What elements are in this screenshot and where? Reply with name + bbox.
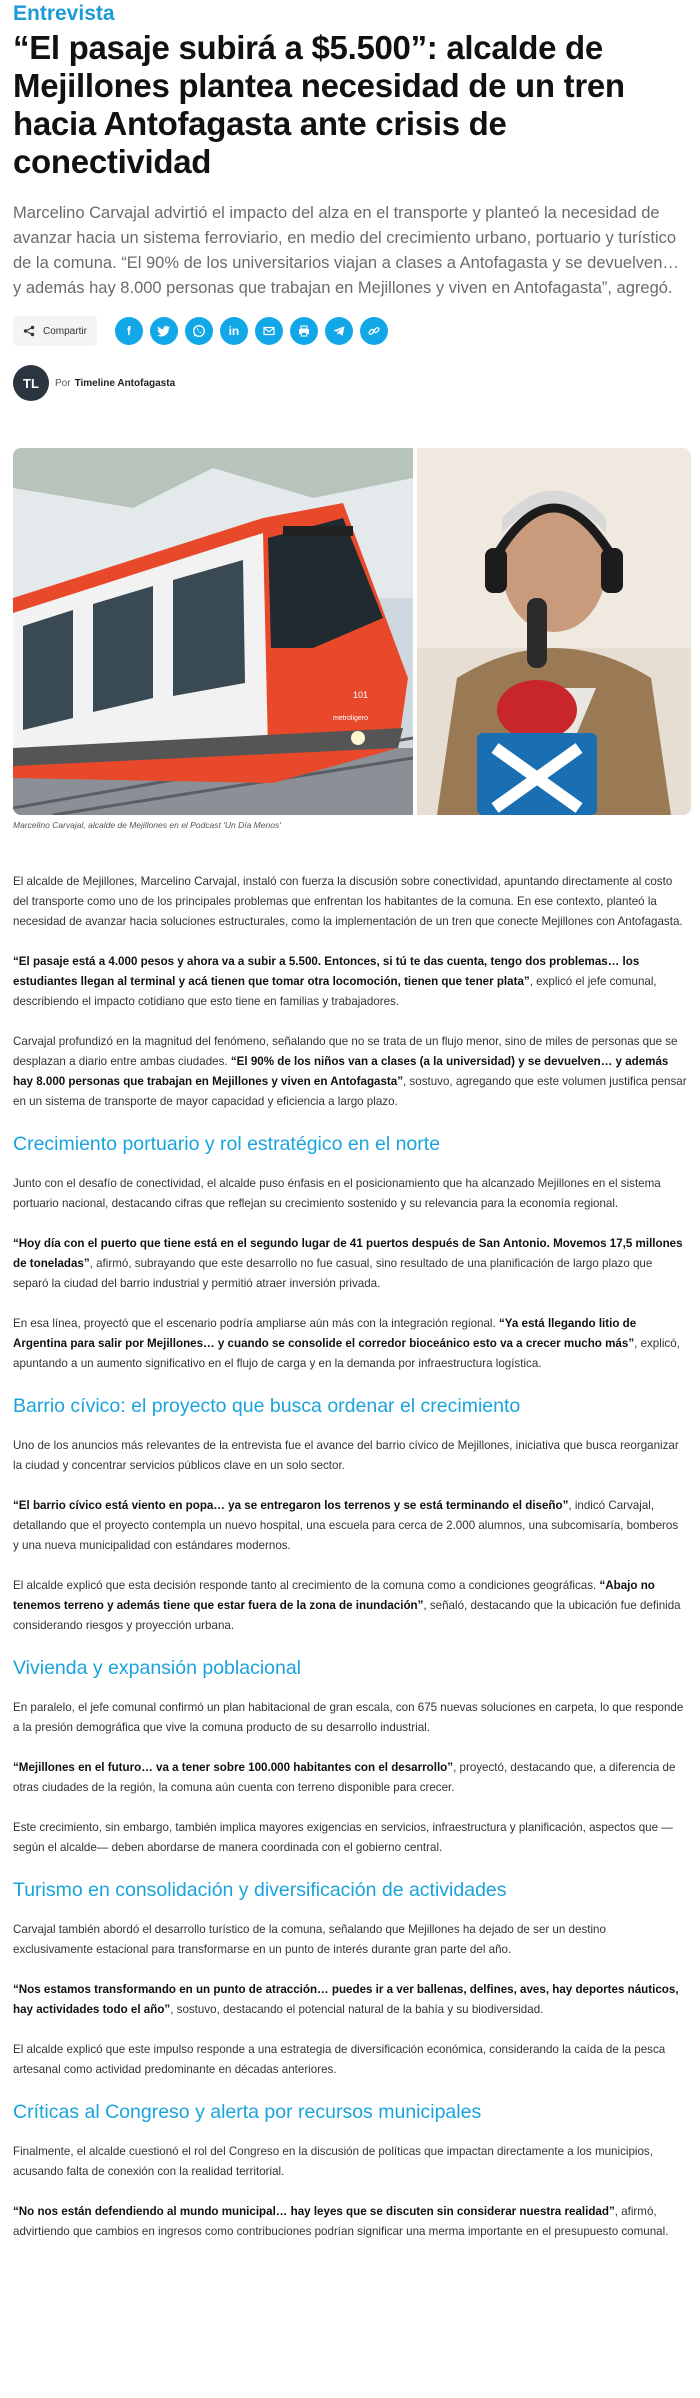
- category-link[interactable]: Entrevista: [13, 2, 115, 25]
- paragraph: Finalmente, el alcalde cuestionó el rol del Congreso en la discusión de políticas que impactan directamente a los municipios, acusando falta de conexión con la realidad territorial.: [13, 2145, 653, 2178]
- quote: “No nos están defendiendo al mundo municipal… hay leyes que se discuten sin considerar nuestra realidad”: [13, 2205, 615, 2218]
- twitter-icon[interactable]: [150, 317, 178, 345]
- tram-photo: [13, 448, 413, 815]
- email-icon[interactable]: [255, 317, 283, 345]
- article-body: [13, 872, 687, 2242]
- paragraph: En paralelo, el jefe comunal confirmó un plan habitacional de gran escala, con 675 nuevas soluciones en carpeta, lo que responde a la presión demográfica que vive la comuna producto de su desarrollo industrial.: [13, 1701, 684, 1734]
- paragraph: [13, 1496, 687, 1556]
- paragraph: [13, 1758, 687, 1798]
- share-icon: [23, 325, 35, 337]
- paragraph-text: , afirmó, advirtiendo que cambios en ingresos como contribuciones podrían significar una merma importante en el presupuesto comunal.: [13, 2205, 669, 2238]
- whatsapp-icon[interactable]: [185, 317, 213, 345]
- paragraph: El alcalde de Mejillones, Marcelino Carvajal, instaló con fuerza la discusión sobre conectividad, apuntando directamente al costo del transporte como uno de los principales problemas que enfrentan los habitantes de la comuna. En ese contexto, planteó la necesidad de avanzar hacia soluciones estructurales, como la implementación de un tren que conecte Mejillones con Antofagasta.: [13, 875, 683, 928]
- author-avatar[interactable]: TL: [13, 365, 49, 401]
- copy-link-icon[interactable]: [360, 317, 388, 345]
- article-title: “El pasaje subirá a $5.500”: alcalde de Mejillones plantea necesidad de un tren hacia Antofagasta ante crisis de conectividad: [13, 29, 625, 180]
- article-lead: Marcelino Carvajal advirtió el impacto del alza en el transporte y planteó la necesidad de avanzar hacia un sistema ferroviario, en medio del crecimiento urbano, portuario y turístico de la comuna. “El 90% de los universitarios viajan a clases a Antofagasta y se devuelven… y además hay 8.000 personas que trabajan en Mejillones y viven en Antofagasta”, agregó.: [13, 204, 679, 297]
- paragraph: [13, 1314, 687, 1374]
- quote: “Hoy día con el puerto que tiene está en el segundo lugar de 41 puertos después de San Antonio. Movemos 17,5 millones de toneladas”: [13, 1237, 683, 1270]
- mayor-photo: [417, 448, 691, 815]
- section-heading: Críticas al Congreso y alerta por recursos municipales: [13, 2101, 482, 2123]
- paragraph-text: , señaló, destacando que la ubicación fue definida considerando riesgos y proyección urbana.: [13, 1599, 681, 1632]
- quote: “Ya está llegando litio de Argentina para salir por Mejillones… y cuando se consolide el corredor bioceánico esto va a crecer mucho más”: [13, 1317, 637, 1350]
- paragraph: [13, 1980, 687, 2020]
- paragraph-text: , explicó el jefe comunal, describiendo el impacto cotidiano que esto tiene en familias y trabajadores.: [13, 975, 657, 1008]
- paragraph: [13, 952, 687, 1012]
- facebook-icon[interactable]: f: [115, 317, 143, 345]
- quote: “Mejillones en el futuro… va a tener sobre 100.000 habitantes con el desarrollo”: [13, 1761, 454, 1774]
- paragraph: Uno de los anuncios más relevantes de la entrevista fue el avance del barrio cívico de Mejillones, iniciativa que busca reorganizar la ciudad y concentrar servicios públicos clave en un solo sector.: [13, 1439, 679, 1472]
- paragraph-text: , proyectó, destacando que, a diferencia de otras ciudades de la región, la comuna aún cuenta con terreno disponible para crecer.: [13, 1761, 676, 1794]
- telegram-icon[interactable]: [325, 317, 353, 345]
- tram-brand: metroligero: [333, 715, 369, 722]
- featured-image: [13, 448, 691, 815]
- quote: “Abajo no tenemos terreno y además tiene que estar fuera de la zona de inundación”: [13, 1579, 655, 1612]
- quote: “El 90% de los niños van a clases (a la universidad) y se devuelven… y además hay 8.000 personas que trabajan en Mejillones y viven en Antofagasta”: [13, 1055, 669, 1088]
- social-buttons: [115, 317, 388, 345]
- paragraph: Junto con el desafío de conectividad, el alcalde puso énfasis en el posicionamiento que ha alcanzado Mejillones en el sistema portuario nacional, destacando cifras que reflejan su crecimiento sostenido y su relevancia para la economía regional.: [13, 1177, 661, 1210]
- paragraph-text: Carvajal profundizó en la magnitud del fenómeno, señalando que no se trata de un flujo menor, sino de miles de personas que se desplazan a diario entre ambas ciudades.: [13, 1035, 678, 1068]
- by-label: Por: [55, 377, 71, 389]
- paragraph-text: , afirmó, subrayando que este desarrollo no fue casual, sino resultado de una planificación de largo plazo que separó la ciudad del barrio industrial y permitió atraer inversión privada.: [13, 1257, 653, 1290]
- linkedin-icon[interactable]: in: [220, 317, 248, 345]
- section-heading: Vivienda y expansión poblacional: [13, 1657, 302, 1679]
- section-heading: Crecimiento portuario y rol estratégico en el norte: [13, 1133, 441, 1155]
- share-bar: [13, 315, 687, 347]
- section-heading: Barrio cívico: el proyecto que busca ordenar el crecimiento: [13, 1395, 521, 1417]
- section-heading: Turismo en consolidación y diversificación de actividades: [13, 1879, 507, 1901]
- paragraph: [13, 1032, 687, 1112]
- paragraph: [13, 1234, 687, 1294]
- author-byline: [13, 363, 687, 403]
- author-name[interactable]: Timeline Antofagasta: [74, 377, 176, 389]
- tram-number: 101: [353, 690, 369, 700]
- paragraph-text: En esa línea, proyectó que el escenario podría ampliarse aún más con la integración regional.: [13, 1317, 499, 1330]
- paragraph: Carvajal también abordó el desarrollo turístico de la comuna, señalando que Mejillones ha dejado de ser un destino exclusivamente estacional para transformarse en un punto de interés durante gran parte del año.: [13, 1923, 606, 1956]
- paragraph-text: , explicó, apuntando a un aumento significativo en el flujo de carga y en la demanda por infraestructura logística.: [13, 1337, 680, 1370]
- print-icon[interactable]: [290, 317, 318, 345]
- paragraph: [13, 1576, 687, 1636]
- paragraph: [13, 2202, 687, 2242]
- share-button[interactable]: [13, 316, 97, 346]
- paragraph-text: El alcalde explicó que esta decisión responde tanto al crecimiento de la comuna como a condiciones geográficas.: [13, 1579, 600, 1592]
- quote: “Nos estamos transformando en un punto de atracción… puedes ir a ver ballenas, delfines, aves, hay deportes náuticos, hay actividades todo el año”: [13, 1983, 679, 2016]
- paragraph-text: , sostuvo, agregando que este volumen justifica pensar en un sistema de transporte de mayor capacidad y eficiencia a largo plazo.: [13, 1075, 687, 1108]
- quote: “El barrio cívico está viento en popa… ya se entregaron los terrenos y se está terminando el diseño”: [13, 1499, 569, 1512]
- paragraph: Este crecimiento, sin embargo, también implica mayores exigencias en servicios, infraestructura y planificación, aspectos que —según el alcalde— deben abordarse de manera coordinada con el gobierno central.: [13, 1821, 673, 1854]
- paragraph-text: , indicó Carvajal, detallando que el proyecto contempla un nuevo hospital, una escuela para cerca de 2.000 alumnos, una subcomisaría, bomberos y una nueva municipalidad con estándares modernos.: [13, 1499, 679, 1552]
- quote: “El pasaje está a 4.000 pesos y ahora va a subir a 5.500. Entonces, si tú te das cuenta, tengo dos problemas… los estudiantes llegan al terminal y acá tienen que tomar otra locomoción, tienen que tener plata”: [13, 955, 640, 988]
- image-caption: Marcelino Carvajal, alcalde de Mejillones en el Podcast 'Un Día Menos': [13, 820, 281, 830]
- paragraph: El alcalde explicó que este impulso responde a una estrategia de diversificación económica, considerando la caída de la pesca artesanal como actividad predominante en décadas anteriores.: [13, 2043, 666, 2076]
- paragraph-text: , sostuvo, destacando el potencial natural de la bahía y su biodiversidad.: [170, 2003, 544, 2016]
- share-label: Compartir: [43, 325, 87, 337]
